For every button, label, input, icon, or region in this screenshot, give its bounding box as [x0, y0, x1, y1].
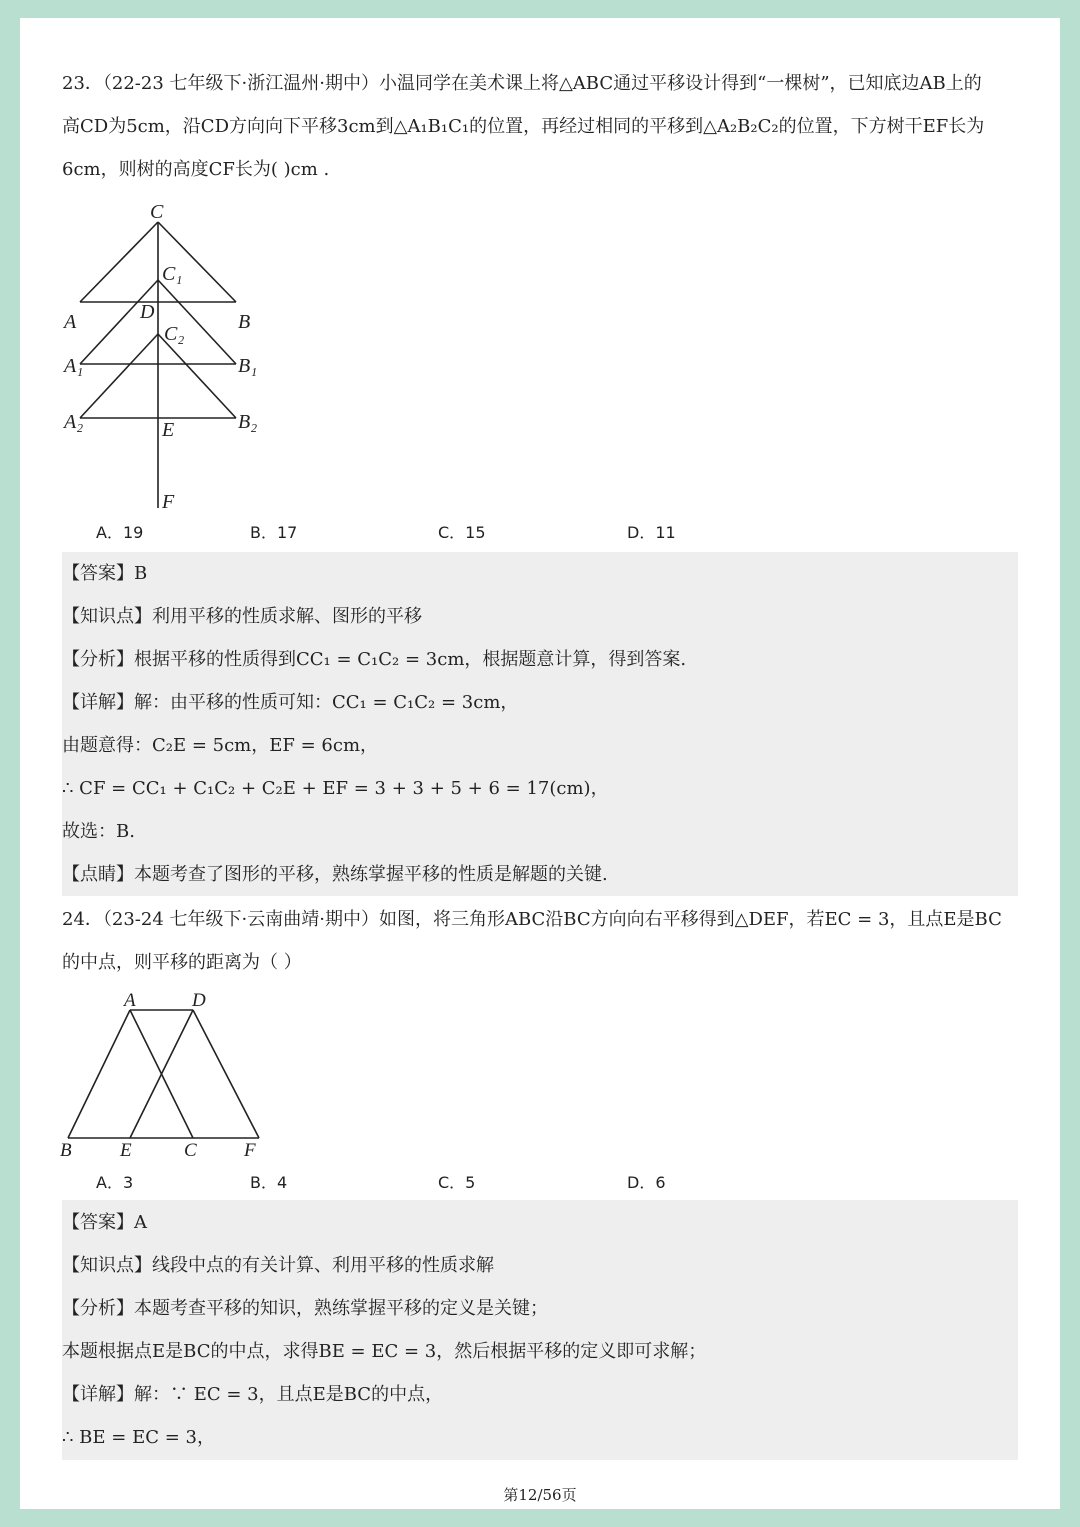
q23-options — [20, 520, 1060, 544]
q24-option-c[interactable]: C．5 — [438, 1173, 476, 1192]
label-B: B — [60, 1140, 72, 1161]
q24-line-2: 的中点，则平移的距离为（ ） — [62, 952, 302, 973]
label-A: A — [64, 311, 77, 333]
label-C: C — [184, 1140, 197, 1161]
q23-line-2: 高CD为5cm，沿CD方向向下平移3cm到△A₁B₁C₁的位置，再经过相同的平移到△A₂B₂C₂的位置，下方树干EF长为 — [62, 116, 985, 137]
label-F: F — [244, 1140, 256, 1161]
q23-answer: 【答案】B — [62, 563, 148, 584]
label-B: B — [238, 311, 251, 333]
q23-knowledge: 【知识点】利用平移的性质求解、图形的平移 — [62, 606, 422, 627]
q24-answer-box — [62, 1200, 1018, 1460]
label-D: D — [192, 990, 206, 1011]
q24-detail: 【详解】解：∵ EC = 3，且点E是BC的中点， — [62, 1384, 444, 1405]
label-E: E — [120, 1140, 132, 1161]
q24-analysis-2: 本题根据点E是BC的中点，求得BE = EC = 3，然后根据平移的定义即可求解； — [62, 1341, 707, 1362]
q24-knowledge: 【知识点】线段中点的有关计算、利用平移的性质求解 — [62, 1255, 494, 1276]
label-A1: A₁ — [64, 355, 84, 377]
q23-option-c[interactable]: C．15 — [438, 523, 486, 542]
q23-analysis: 【分析】根据平移的性质得到CC₁ = C₁C₂ = 3cm，根据题意计算，得到答案. — [62, 649, 687, 670]
label-E: E — [162, 419, 175, 441]
q23-detail: 【详解】解：由平移的性质可知：CC₁ = C₁C₂ = 3cm， — [62, 692, 519, 713]
q23-option-b[interactable]: B．17 — [250, 523, 298, 542]
q24-answer: 【答案】A — [62, 1212, 147, 1233]
label-B2: B₂ — [238, 411, 258, 433]
page-number: 第12/56页 — [503, 1486, 577, 1504]
q23-choice: 故选：B. — [62, 821, 135, 842]
q23-detail-3: ∴ CF = CC₁ + C₁C₂ + C₂E + EF = 3 + 3 + 5 + 6 = 17(cm)， — [62, 778, 609, 799]
q23-line-3: 6cm，则树的高度CF长为( )cm . — [62, 159, 330, 180]
q23-option-d[interactable]: D．11 — [627, 523, 676, 542]
q24-detail-2: ∴ BE = EC = 3， — [62, 1427, 215, 1448]
q24-option-b[interactable]: B．4 — [250, 1173, 288, 1192]
q23-line-1: 23．（22-23 七年级下·浙江温州·期中）小温同学在美术课上将△ABC通过平移设计得到“一棵树”，已知底边AB上的 — [62, 73, 982, 94]
label-C1: C₁ — [162, 263, 183, 285]
q23-detail-2: 由题意得：C₂E = 5cm，EF = 6cm， — [62, 735, 379, 756]
q24-option-a[interactable]: A．3 — [96, 1173, 134, 1192]
q24-translation-figure — [60, 988, 280, 1161]
label-C2: C₂ — [164, 323, 185, 345]
label-F: F — [162, 491, 175, 513]
q23-tree-figure — [60, 198, 280, 513]
document-page — [20, 18, 1060, 1509]
label-B1: B₁ — [238, 355, 258, 377]
label-D: D — [140, 301, 155, 323]
q23-answer-box — [62, 552, 1018, 896]
label-C: C — [150, 201, 164, 223]
label-A: A — [124, 990, 136, 1011]
q24-analysis: 【分析】本题考查平移的知识，熟练掌握平移的定义是关键； — [62, 1298, 548, 1319]
label-A2: A₂ — [64, 411, 84, 433]
q23-option-a[interactable]: A．19 — [96, 523, 144, 542]
q23-comment: 【点睛】本题考查了图形的平移，熟练掌握平移的性质是解题的关键. — [62, 864, 608, 885]
q24-line-1: 24．（23-24 七年级下·云南曲靖·期中）如图，将三角形ABC沿BC方向向右平移得到△DEF，若EC = 3，且点E是BC — [62, 909, 1002, 930]
q24-option-d[interactable]: D．6 — [627, 1173, 666, 1192]
q24-options — [20, 1170, 1060, 1194]
